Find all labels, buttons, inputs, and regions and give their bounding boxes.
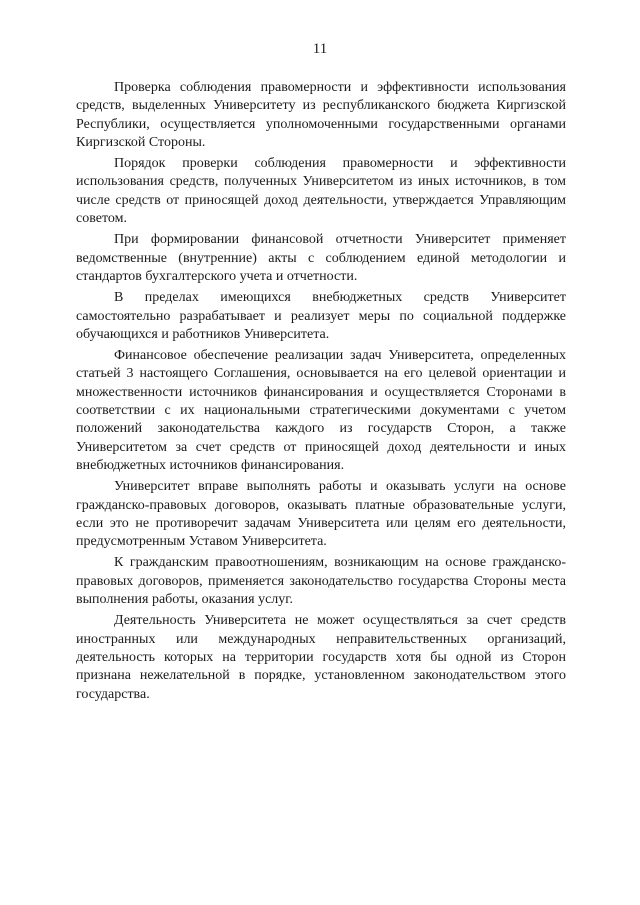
page-number: 11 <box>312 41 328 57</box>
paragraph-services-contracts: Университет вправе выполнять работы и оказывать услуги на основе гражданско-правовых договоров, оказывать платные образовательные услуги, если это не противоречит задачам Университета или целям его деятельности, предусмотренным Уставом Университета. <box>76 479 566 550</box>
paragraph-civil-law-relations: К гражданским правоотношениям, возникающим на основе гражданско-правовых договоров, применяется законодательство государства Стороны места выполнения работы, оказания услуг. <box>76 555 566 608</box>
paragraph-financial-reporting: При формировании финансовой отчетности Университет применяет ведомственные (внутренние) акты с соблюдением единой методологии и стандартов бухгалтерского учета и отчетности. <box>76 232 566 284</box>
paragraph-financial-provision: Финансовое обеспечение реализации задач Университета, определенных статьей 3 настоящего Соглашения, основывается на его целевой ориентации и множественности источников финансирования и осуществляется Сторонами в соответствии с их национальными стратегическими документами с учетом положений законодательства каждого из государств Сторон, а также Университетом за счет средств от приносящей доход деятельности и иных внебюджетных источников финансирования. <box>76 348 566 473</box>
document-body <box>76 79 566 707</box>
paragraph-audit-republican-budget: Проверка соблюдения правомерности и эффективности использования средств, выделенных Университету из республиканского бюджета Киргизской Республики, осуществляется уполномоченными государственными органами Киргизской Стороны. <box>76 80 566 150</box>
paragraph-social-support: В пределах имеющихся внебюджетных средств Университет самостоятельно разрабатывает и реализует меры по социальной поддержке обучающихся и работников Университета. <box>76 290 566 342</box>
paragraph-audit-other-sources: Порядок проверки соблюдения правомерности и эффективности использования средств, полученных Университетом из иных источников, в том числе средств от приносящей доход деятельности, утверждается Управляющим советом. <box>76 156 566 227</box>
paragraph-foreign-funding-restriction: Деятельность Университета не может осуществляться за счет средств иностранных или международных неправительственных организаций, деятельность которых на территории государств хотя бы одной из Сторон признана нежелательной в порядке, установленном законодательством этого государства. <box>76 613 566 702</box>
